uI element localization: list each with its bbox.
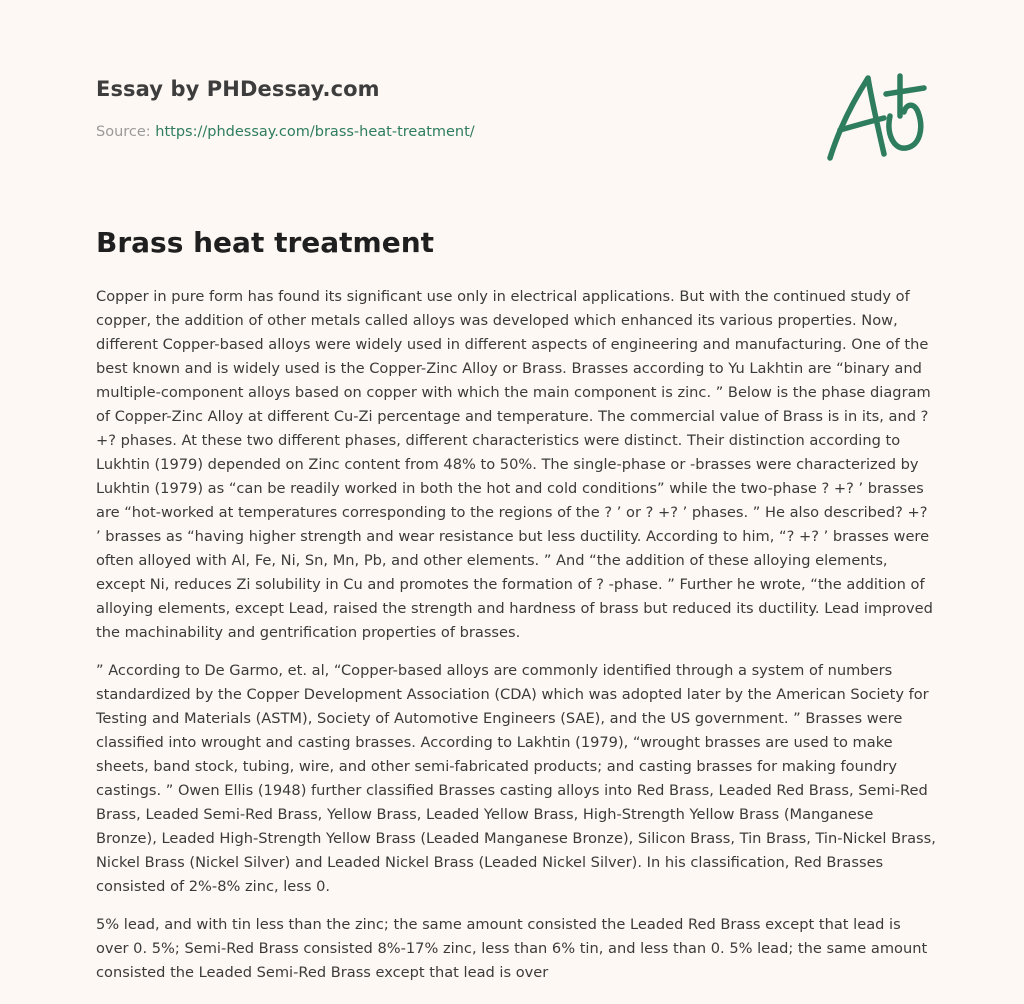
paragraph: Copper in pure form has found its significant use only in electrical applications. But with the continued study of copper, the addition of other metals called alloys was developed which enhanced its various properties. Now, different Copper-based alloys were widely used in different aspects of engineering and manufacturing. One of the best known and is widely used is the Copper-Zinc Alloy or Brass. Brasses according to Yu Lakhtin are “binary and multiple-component alloys based on copper with which the main component is zinc. ” Below is the phase diagram of Copper-Zinc Alloy at different Cu-Zi percentage and temperature. The commercial value of Brass is in its, and ? +? phases. At these two different phases, different characteristics were distinct. Their distinction according to Lukhtin (1979) depended on Zinc content from 48% to 50%. The single-phase or -brasses were characterized by Lukhtin (1979) as “can be readily worked in both the hot and cold conditions” while the two-phase ? +? ’ brasses are “hot-worked at temperatures corresponding to the regions of the ? ’ or ? +? ’ phases. ” He also described? +? ’ brasses as “having higher strength and wear resistance but less ductility. According to him, “? +? ’ brasses were often alloyed with Al, Fe, Ni, Sn, Mn, Pb, and other elements. ” And “the addition of these alloying elements, except Ni, reduces Zi solubility in Cu and promotes the formation of ? -phase. ” Further he wrote, “the addition of alloying elements, except Lead, raised the strength and hardness of brass but reduced its ductility. Lead improved the machinability and gentrification properties of brasses. xyxy=(96,288,933,641)
paragraph: ” According to De Garmo, et. al, “Copper-based alloys are commonly identified through a system of numbers standardized by the Copper Development Association (CDA) which was adopted later by the American Society for Testing and Materials (ASTM), Society of Automotive Engineers (SAE), and the US government. ” Brasses were classified into wrought and casting brasses. According to Lakhtin (1979), “wrought brasses are used to make sheets, band stock, tubing, wire, and other semi-fabricated products; and casting brasses for making foundry castings. ” Owen Ellis (1948) further classified Brasses casting alloys into Red Brass, Leaded Red Brass, Semi-Red Brass, Leaded Semi-Red Brass, Yellow Brass, Leaded Yellow Brass, High-Strength Yellow Brass (Manganese Bronze), Leaded High-Strength Yellow Brass (Leaded Manganese Bronze), Silicon Brass, Tin Brass, Tin-Nickel Brass, Nickel Brass (Nickel Silver) and Leaded Nickel Brass (Leaded Nickel Silver). In his classification, Red Brasses consisted of 2%-8% zinc, less 0. xyxy=(96,662,936,895)
a-plus-grade-icon xyxy=(820,66,932,166)
paragraph: 5% lead, and with tin less than the zinc; the same amount consisted the Leaded Red Brass except that lead is over 0. 5%; Semi-Red Brass consisted 8%-17% zinc, less than 6% tin, and less than 0. 5% lead; the same amount consisted the Leaded Semi-Red Brass except that lead is over xyxy=(96,916,928,981)
source-link[interactable]: https://phdessay.com/brass-heat-treatment/ xyxy=(155,124,475,140)
site-brand: Essay by PHDessay.com xyxy=(96,77,380,101)
page-title: Brass heat treatment xyxy=(96,226,435,259)
article-body xyxy=(96,285,936,999)
source-line xyxy=(96,124,475,140)
source-label: Source: xyxy=(96,124,151,140)
